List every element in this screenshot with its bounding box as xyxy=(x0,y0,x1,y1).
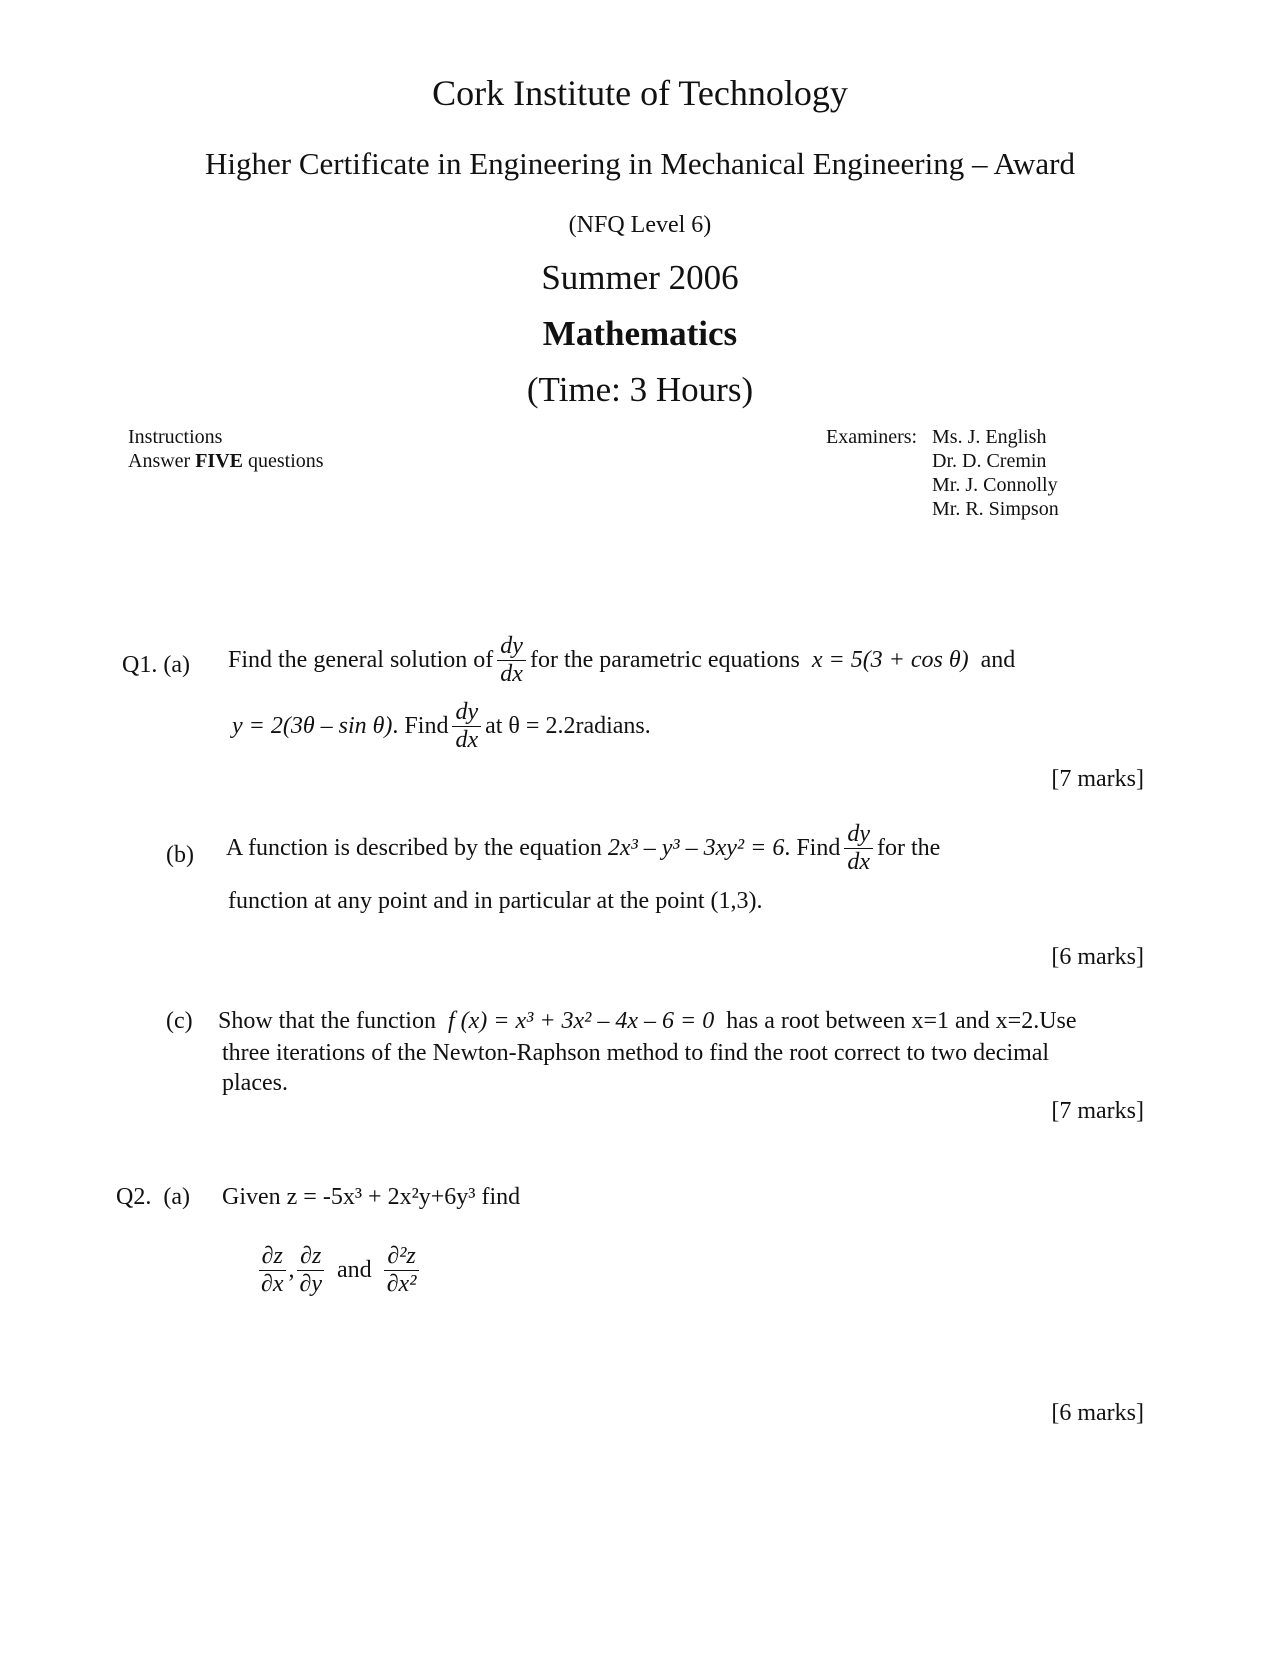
q2a-partials xyxy=(254,1244,423,1297)
fraction-numerator: dy xyxy=(452,700,481,727)
q1a-line2 xyxy=(232,700,651,753)
q1b-line2: function at any point and in particular at the point (1,3). xyxy=(228,888,763,914)
q1a-text: and xyxy=(980,647,1016,674)
fraction-denominator: dx xyxy=(847,849,870,876)
q1c-text: Show that the function xyxy=(218,1008,436,1034)
examiner-name: Dr. D. Cremin xyxy=(932,450,1047,472)
dy-dx-fraction xyxy=(844,822,873,875)
part-label: (c) xyxy=(166,1008,193,1034)
examiner-name: Mr. R. Simpson xyxy=(932,498,1059,520)
q1a-text: Find the general solution of xyxy=(228,647,494,674)
q1b-text: for the xyxy=(876,835,941,862)
equation-theta: θ = 2.2radians. xyxy=(508,713,651,740)
answer-suffix: questions xyxy=(248,450,324,472)
institution-title: Cork Institute of Technology xyxy=(432,73,848,113)
fraction-denominator: ∂x xyxy=(261,1271,284,1298)
nfq-level: (NFQ Level 6) xyxy=(568,212,712,238)
fraction-numerator: ∂z xyxy=(297,1244,324,1271)
part-label: (a) xyxy=(163,1184,190,1210)
question-number: Q1. xyxy=(122,652,158,678)
programme-title: Higher Certificate in Engineering in Mechanical Engineering – Award xyxy=(204,146,1075,181)
examiner-name: Mr. J. Connolly xyxy=(932,474,1058,496)
examiner-name: Ms. J. English xyxy=(932,426,1047,448)
q1c-text: has a root between x=1 and x=2.Use xyxy=(726,1008,1077,1034)
dy-dx-fraction xyxy=(497,634,526,687)
and-word: and xyxy=(337,1257,372,1284)
marks-label: [7 marks] xyxy=(1051,766,1144,792)
marks-label: [6 marks] xyxy=(1051,944,1144,970)
fraction-denominator: ∂y xyxy=(299,1271,323,1298)
q1a-text: at xyxy=(485,713,503,740)
equation-x: x = 5(3 + cos θ) xyxy=(811,647,969,674)
d2z-dx2-fraction xyxy=(384,1244,420,1297)
comma: , xyxy=(288,1257,295,1284)
examiners-label: Examiners: xyxy=(826,426,918,448)
instructions-heading: Instructions xyxy=(128,426,223,448)
fraction-denominator: ∂x² xyxy=(386,1271,417,1298)
q1b-text: A function is described by the equation xyxy=(226,835,602,862)
part-label: (b) xyxy=(166,842,194,868)
q1b-text: . Find xyxy=(784,835,841,862)
q1c-line3: places. xyxy=(222,1070,288,1096)
q2a-line1: Given z = -5x³ + 2x²y+6y³ find xyxy=(222,1184,521,1210)
q1-label xyxy=(122,652,190,679)
q2-label xyxy=(116,1184,190,1211)
time-allowed: (Time: 3 Hours) xyxy=(526,370,754,409)
fraction-numerator: dy xyxy=(844,822,873,849)
fraction-denominator: dx xyxy=(455,727,479,754)
marks-label: [6 marks] xyxy=(1051,1400,1144,1426)
dz-dy-fraction xyxy=(297,1244,326,1297)
instructions-answer xyxy=(128,450,324,473)
answer-count: FIVE xyxy=(195,450,244,472)
q1c-line2: three iterations of the Newton-Raphson method to find the root correct to two decimal xyxy=(222,1040,1050,1066)
fraction-numerator: dy xyxy=(497,634,526,661)
question-number: Q2. xyxy=(116,1184,152,1210)
fraction-denominator: dx xyxy=(500,661,523,688)
equation-implicit: 2x³ – y³ – 3xy² = 6 xyxy=(607,835,785,862)
q1b-line1 xyxy=(226,822,940,875)
part-label: (a) xyxy=(163,652,190,678)
equation-fx: f (x) = x³ + 3x² – 4x – 6 = 0 xyxy=(447,1008,715,1034)
q1c-line1 xyxy=(218,1008,1077,1035)
answer-prefix: Answer xyxy=(128,450,191,472)
subject-title: Mathematics xyxy=(542,314,738,353)
equation-y: y = 2(3θ – sin θ) xyxy=(232,713,393,740)
q1a-text: for the parametric equations xyxy=(529,647,800,674)
q1a-line1 xyxy=(228,634,1015,687)
session-title: Summer 2006 xyxy=(541,258,739,297)
dz-dx-fraction xyxy=(258,1244,287,1297)
q1a-text: . Find xyxy=(392,713,449,740)
dy-dx-fraction xyxy=(452,700,481,753)
fraction-numerator: ∂²z xyxy=(384,1244,418,1271)
marks-label: [7 marks] xyxy=(1051,1098,1144,1124)
fraction-numerator: ∂z xyxy=(259,1244,286,1271)
